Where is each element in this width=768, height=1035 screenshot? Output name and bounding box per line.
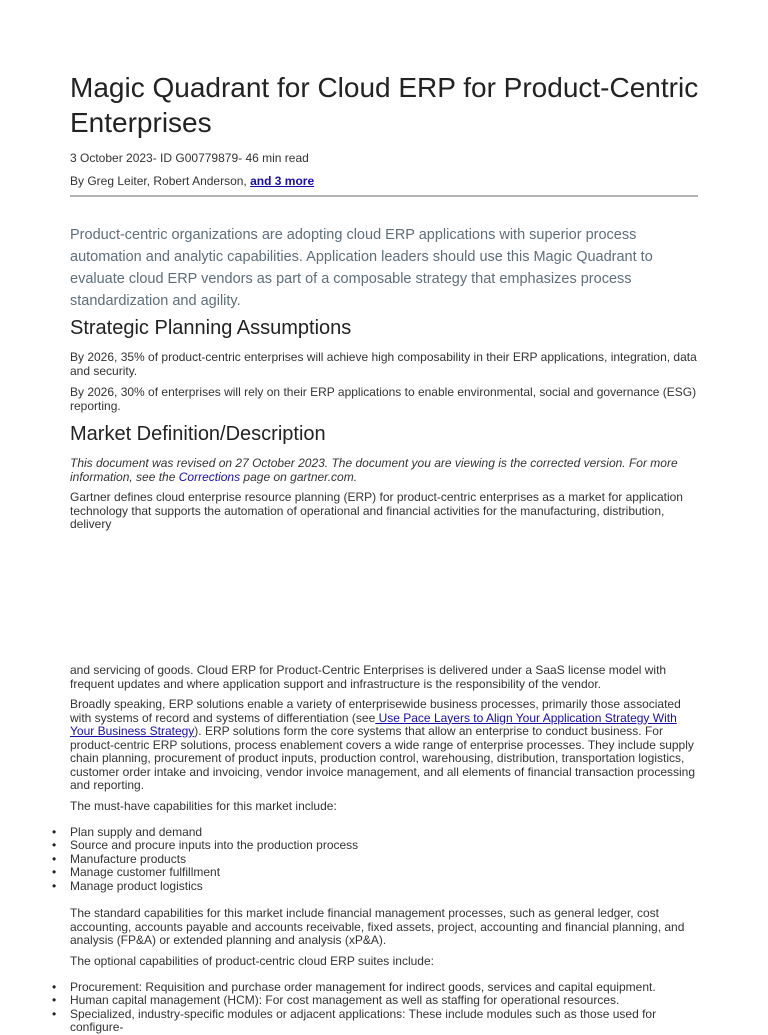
optional-list (70, 981, 710, 1035)
broadly-speaking-paragraph (70, 698, 698, 793)
list-item: • Manage product logistics (70, 880, 710, 893)
list-item: • Manage customer fulfillment (70, 866, 710, 879)
assumption-paragraph-1: By 2026, 35% of product-centric enterprises will achieve high composability in their ERP applications, integration, data and security. (70, 350, 697, 378)
list-item: • Plan supply and demand (70, 826, 710, 839)
definition-paragraph-start: Gartner defines cloud enterprise resource planning (ERP) for product-centric enterprises as a market for application technology that supports the automation of operational and financial activities for the manufacturing, distribution, delivery (70, 490, 683, 531)
section-heading-strategic-planning: Strategic Planning Assumptions (70, 317, 352, 339)
must-have-list (70, 826, 710, 893)
broadly-text: Broadly speaking, ERP solutions enable a variety of enterprisewide business processes, primarily those associated with systems of record and systems of differentiation (see (70, 697, 681, 725)
revision-note-text: This document was revised on 27 October 2023. The document you are viewing is the corrected version. For more information, see the (70, 456, 678, 484)
header-divider (70, 195, 698, 197)
page-title: Magic Quadrant for Cloud ERP for Product-Centric Enterprises (70, 72, 699, 138)
corrections-link[interactable]: Corrections (178, 469, 241, 484)
broadly-text-continued: ). ERP solutions form the core systems that allow an enterprise to conduct business. For product-centric ERP solutions, process enablement covers a wide range of enterprise processes. They include supply chain planning, procurement of product inputs, production control, warehousing, distribution, transportation logistics, customer order intake and invoicing, vendor invoice management, and all elements of financial transaction processing and reporting. (70, 724, 696, 792)
assumption-paragraph-2: By 2026, 30% of enterprises will rely on their ERP applications to enable environmental, social and governance (ESG) reporting. (70, 385, 697, 413)
list-item: • Human capital management (HCM): For cost management as well as staffing for operational resources. (70, 994, 710, 1007)
list-item: • Procurement: Requisition and purchase order management for indirect goods, services and capital equipment. (70, 981, 710, 994)
section-heading-market-definition: Market Definition/Description (70, 423, 326, 445)
summary-text: Product-centric organizations are adopting cloud ERP applications with superior process automation and analytic capabilities. Application leaders should use this Magic Quadrant to evaluate cloud ERP vendors as part of a composable strategy that emphasizes process standardization and agility. (70, 227, 653, 309)
author-line (70, 174, 314, 188)
author-names: By Greg Leiter, Robert Anderson, (70, 174, 251, 188)
pace-layers-link[interactable]: Use Pace Layers to Align Your Application Strategy With Your Business Strategy (70, 710, 677, 738)
revision-note (70, 457, 698, 484)
must-have-intro: The must-have capabilities for this market include: (70, 799, 337, 813)
list-item: • Source and procure inputs into the production process (70, 839, 710, 852)
list-item: • Specialized, industry-specific modules or adjacent applications: These include modules such as those used for configure- (70, 1008, 710, 1035)
list-item: • Manufacture products (70, 853, 710, 866)
definition-paragraph-continued: and servicing of goods. Cloud ERP for Product-Centric Enterprises is delivered under a SaaS license model with frequent updates and where application support and infrastructure is the responsibility of the vendor. (70, 663, 667, 691)
revision-note-suffix: page on gartner.com. (240, 469, 358, 484)
publication-meta: 3 October 2023- ID G00779879- 46 min read (70, 151, 309, 165)
more-authors-link[interactable]: and 3 more (250, 174, 315, 188)
optional-intro: The optional capabilities of product-centric cloud ERP suites include: (70, 954, 434, 968)
standard-capabilities-paragraph: The standard capabilities for this market include financial management processes, such as general ledger, cost accounting, accounts payable and accounts receivable, fixed assets, project, accounting and financial planning, and analysis (FP&A) or extended planning and analysis (xP&A). (70, 906, 685, 947)
